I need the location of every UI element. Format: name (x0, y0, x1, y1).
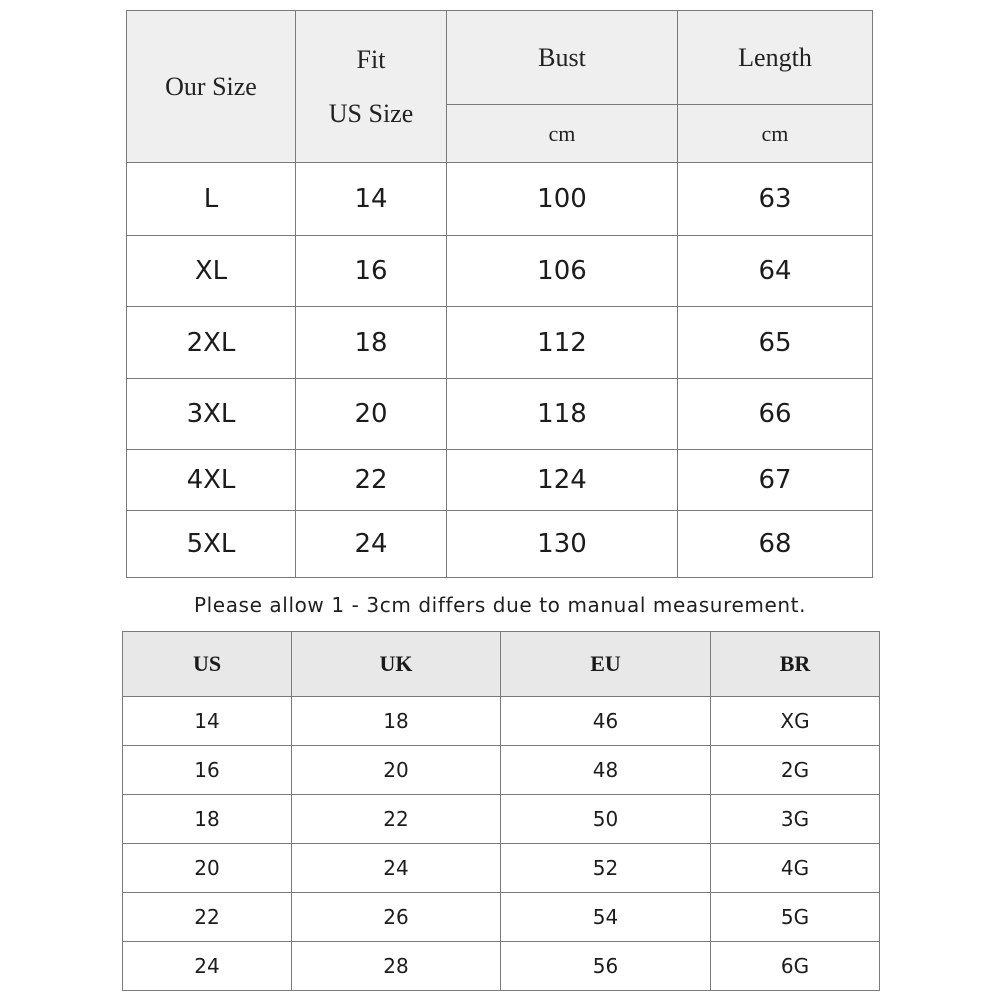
br-cell: 6G (711, 942, 880, 991)
bust-cell: 112 (447, 307, 678, 379)
eu-cell: 48 (501, 746, 711, 795)
length-cell: 67 (678, 450, 873, 511)
uk-cell: 26 (292, 893, 501, 942)
header-length-unit: cm (678, 105, 873, 163)
header-bust-unit: cm (447, 105, 678, 163)
table-row (123, 893, 880, 942)
table-row (123, 844, 880, 893)
header-fit-us-size (296, 11, 447, 163)
header-length: Length (678, 11, 873, 105)
our-size-cell: 3XL (127, 379, 296, 450)
length-cell: 66 (678, 379, 873, 450)
our-size-cell: L (127, 163, 296, 236)
table-row (127, 307, 873, 379)
eu-cell: 52 (501, 844, 711, 893)
header-uk: UK (292, 632, 501, 697)
uk-cell: 20 (292, 746, 501, 795)
us-cell: 20 (123, 844, 292, 893)
us-cell: 24 (123, 942, 292, 991)
size-chart-table (126, 10, 873, 578)
header-eu: EU (501, 632, 711, 697)
br-cell: 4G (711, 844, 880, 893)
br-cell: 5G (711, 893, 880, 942)
us-size-cell: 18 (296, 307, 447, 379)
us-size-cell: 20 (296, 379, 447, 450)
header-us: US (123, 632, 292, 697)
length-cell: 63 (678, 163, 873, 236)
us-size-cell: 14 (296, 163, 447, 236)
table-row (123, 746, 880, 795)
header-bust: Bust (447, 11, 678, 105)
our-size-cell: 4XL (127, 450, 296, 511)
bust-cell: 106 (447, 236, 678, 307)
table-row (127, 511, 873, 578)
bust-cell: 118 (447, 379, 678, 450)
header-fit-label: Fit (356, 44, 386, 74)
us-cell: 18 (123, 795, 292, 844)
header-us-size-label: US Size (328, 98, 414, 128)
measurement-note: Please allow 1 - 3cm differs due to manual measurement. (193, 593, 807, 617)
us-size-cell: 22 (296, 450, 447, 511)
br-cell: 3G (711, 795, 880, 844)
our-size-cell: XL (127, 236, 296, 307)
uk-cell: 22 (292, 795, 501, 844)
uk-cell: 28 (292, 942, 501, 991)
us-size-cell: 24 (296, 511, 447, 578)
our-size-cell: 5XL (127, 511, 296, 578)
eu-cell: 50 (501, 795, 711, 844)
bust-cell: 130 (447, 511, 678, 578)
us-cell: 14 (123, 697, 292, 746)
table-row (123, 795, 880, 844)
uk-cell: 18 (292, 697, 501, 746)
length-cell: 65 (678, 307, 873, 379)
us-cell: 16 (123, 746, 292, 795)
table-row (123, 697, 880, 746)
bust-cell: 100 (447, 163, 678, 236)
bust-cell: 124 (447, 450, 678, 511)
conversion-header-row (123, 632, 880, 697)
table-row (127, 379, 873, 450)
table-row (123, 942, 880, 991)
length-cell: 68 (678, 511, 873, 578)
table-row (127, 450, 873, 511)
size-conversion-table (122, 631, 880, 991)
header-our-size: Our Size (127, 11, 296, 163)
br-cell: XG (711, 697, 880, 746)
eu-cell: 46 (501, 697, 711, 746)
eu-cell: 56 (501, 942, 711, 991)
our-size-cell: 2XL (127, 307, 296, 379)
length-cell: 64 (678, 236, 873, 307)
header-br: BR (711, 632, 880, 697)
br-cell: 2G (711, 746, 880, 795)
table-row (127, 236, 873, 307)
us-size-cell: 16 (296, 236, 447, 307)
uk-cell: 24 (292, 844, 501, 893)
eu-cell: 54 (501, 893, 711, 942)
table-row (127, 163, 873, 236)
us-cell: 22 (123, 893, 292, 942)
